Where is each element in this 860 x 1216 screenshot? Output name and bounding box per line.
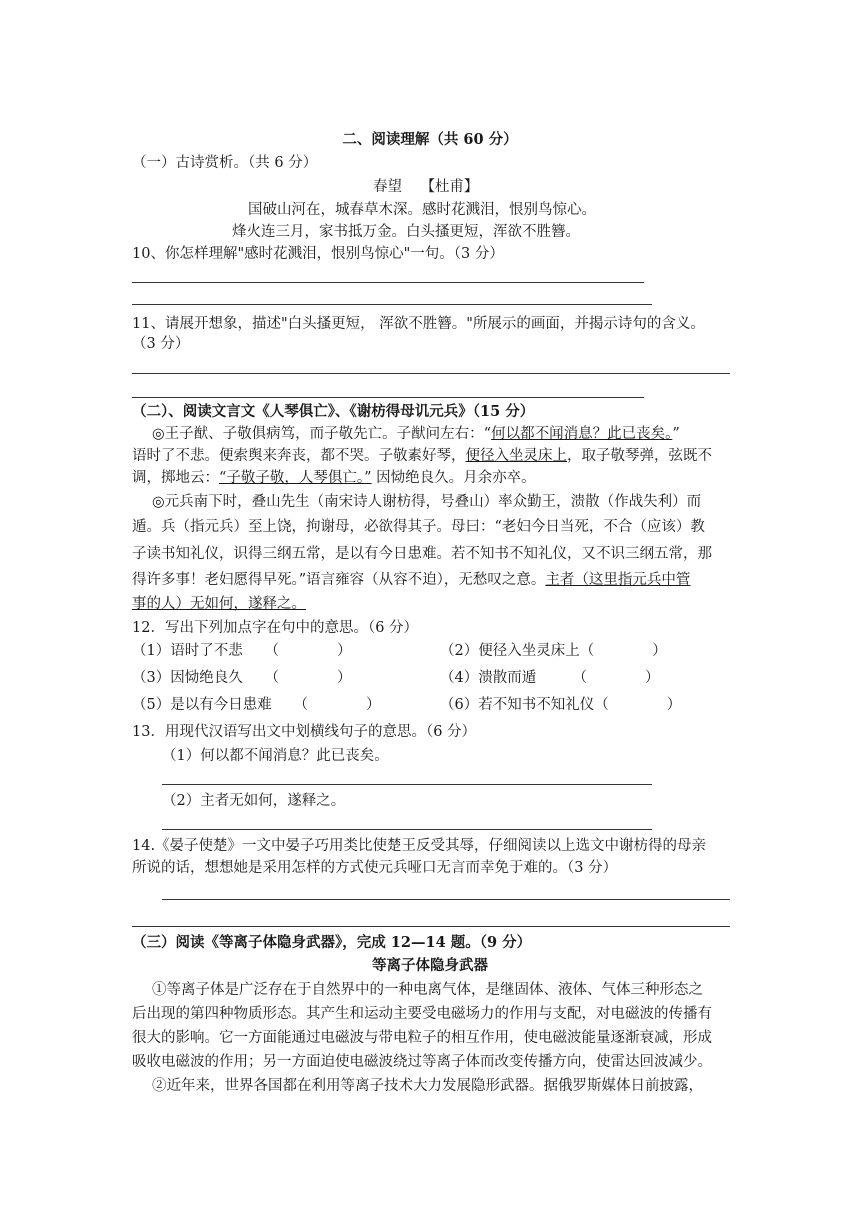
answer-line	[162, 899, 730, 900]
question-12: 12．写出下列加点字在句中的意思。（6 分）	[132, 620, 419, 636]
q12-item-3: （3）因恸绝良久 （ ）	[132, 670, 352, 686]
article-para1-line1: ①等离子体是广泛存在于自然界中的一种电离气体，是继固体、液体、气体三种形态之	[152, 982, 703, 998]
passage2-line5: 事的人）无如何，遂释之。	[132, 596, 306, 612]
part2-heading: （二）、阅读文言文《人琴俱亡》、《谢枋得母讥元兵》（15 分）	[132, 403, 535, 420]
question-10: 10、你怎样理解"感时花溅泪，恨别鸟惊心"一句。（3 分）	[132, 246, 504, 262]
passage2-line4	[132, 570, 690, 590]
text-span: ◎王子猷、子敬俱病笃，而子敬先亡。子猷问左右：“	[152, 426, 492, 442]
underlined-sentence: 何以都不闻消息？此已丧矣。	[491, 426, 673, 442]
q12-item-6: （6）若不知书不知礼仪（ ）	[440, 697, 682, 713]
part1-heading: （一）古诗赏析。（共 6 分）	[132, 155, 318, 171]
poem-author: 【杜甫】	[420, 179, 479, 195]
part3-heading: （三）阅读《等离子体隐身武器》，完成 12—14 题。（9 分）	[132, 934, 532, 951]
answer-line	[162, 829, 652, 830]
underlined-quote: “子敬子敬，人琴俱亡。”	[219, 470, 372, 486]
passage1-line2	[132, 446, 712, 466]
article-para1-line4: 吸收电磁波的作用；另一方面迫使电磁波绕过等离子体而改变传播方向，使雷达回波减少。	[132, 1054, 712, 1070]
text-span: ”	[672, 426, 680, 442]
q12-item-2: （2）便径入坐灵床上（ ）	[440, 643, 667, 659]
text-span: 因恸绝良久。月余亦卒。	[371, 470, 536, 486]
article-para2-line1: ②近年来，世界各国都在利用等离子技术大力发展隐形武器。据俄罗斯媒体日前披露，	[152, 1078, 703, 1094]
text-span: 得许多事！老妇愿得早死。”语言雍容（从容不迫），无愁叹之意。	[132, 572, 546, 588]
answer-line	[162, 784, 652, 785]
passage1-line1	[152, 424, 680, 444]
passage1-line3	[132, 468, 536, 488]
answer-line	[132, 397, 644, 398]
q12-item-5: （5）是以有今日患难 （ ）	[132, 697, 381, 713]
answer-line	[132, 373, 730, 374]
underlined-phrase: 便径入坐灵床上	[465, 448, 567, 464]
q12-item-4: （4）溃散而遁 （ ）	[440, 670, 660, 686]
section-title: 二、阅读理解（共 60 分）	[342, 131, 518, 148]
answer-line	[132, 282, 644, 283]
q13-item-2: （2）主者无如何，遂释之。	[162, 793, 346, 809]
answer-line	[132, 926, 730, 927]
poem-title-text: 春望	[373, 179, 402, 195]
article-title: 等离子体隐身武器	[372, 957, 488, 974]
poem-line-2: 烽火连三月，家书抵万金。白头搔更短，浑欲不胜簪。	[232, 224, 580, 240]
article-para1-line3: 很大的影响。它一方面能通过电磁波与带电粒子的相互作用，使电磁波能量逐渐衰减，形成	[132, 1030, 712, 1046]
article-para1-line2: 后出现的第四种物质形态。其产生和运动主要受电磁场力的作用与支配，对电磁波的传播有	[132, 1006, 712, 1022]
q12-item-1: （1）语时了不悲 （ ）	[132, 643, 352, 659]
q13-item-1: （1）何以都不闻消息？此已丧矣。	[162, 748, 389, 764]
text-span: 调，掷地云：	[132, 470, 219, 486]
question-14-cont: 所说的话，想想她是采用怎样的方式使元兵哑口无言而幸免于难的。（3 分）	[132, 860, 618, 876]
poem-line-1: 国破山河在，城春草木深。感时花溅泪，恨别鸟惊心。	[248, 202, 596, 218]
question-14: 14.《晏子使楚》一文中晏子巧用类比使楚王反受其辱，仔细阅读以上选文中谢枋得的母亲	[132, 838, 707, 854]
question-11: 11、请展开想象，描述"白头搔更短， 浑欲不胜簪。"所展示的画面，并揭示诗句的含义。	[132, 316, 705, 332]
passage2-line3: 子读书知礼仪，识得三纲五常，是以有今日患难。若不知书不知礼仪，又不识三纲五常，那	[132, 546, 712, 562]
poem-title	[373, 177, 478, 197]
text-span: 语时了不悲。便索舆来奔丧，都不哭。子敬素好琴，	[132, 448, 466, 464]
passage2-line2: 遁。兵（指元兵）至上饶，拘谢母，必欲得其子。母曰：“老妇今日当死，不合（应该）教	[132, 519, 705, 535]
underlined-sentence: 主者（这里指元兵中管	[545, 572, 691, 588]
text-span: ，取子敬琴弹，弦既不	[567, 448, 712, 464]
passage2-line1: ◎元兵南下时，叠山先生（南宋诗人谢枋得，号叠山）率众勤王，溃散（作战失利）而	[152, 494, 702, 510]
question-11-score: （3 分）	[132, 336, 190, 352]
question-13: 13．用现代汉语写出文中划横线句子的意思。（6 分）	[132, 724, 477, 740]
answer-line	[132, 304, 652, 305]
